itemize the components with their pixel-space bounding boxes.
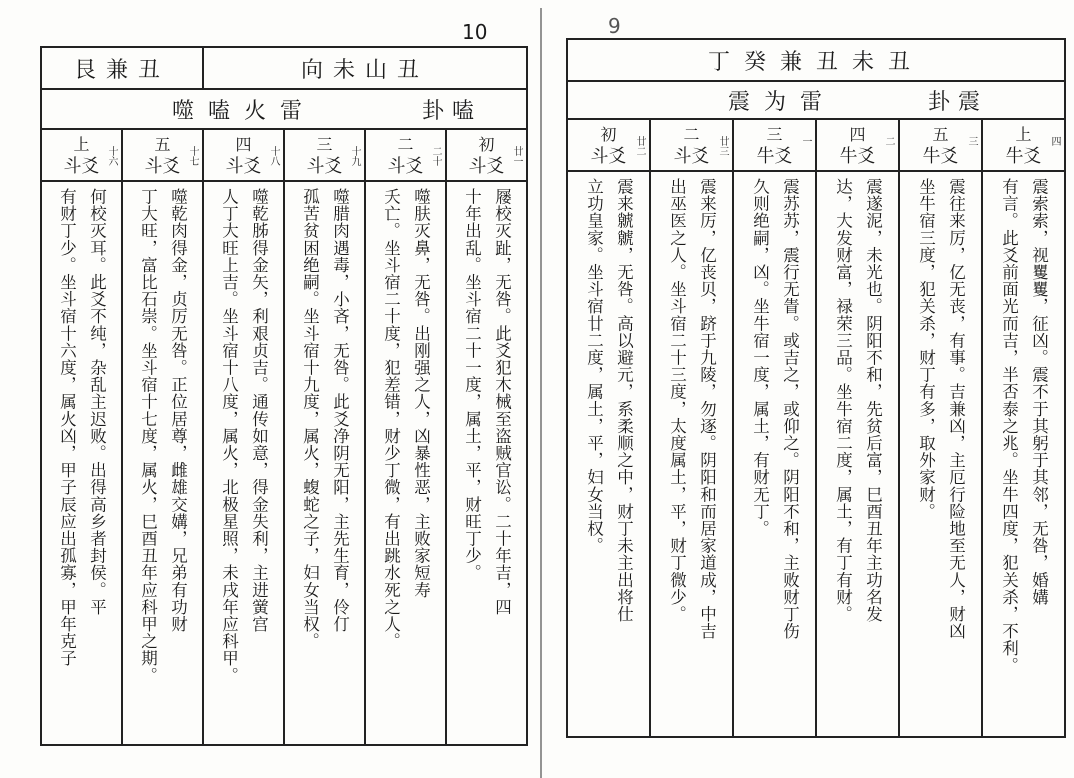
yao-number: 十八: [268, 146, 279, 166]
left-page: [40, 46, 528, 746]
yao-text-line: 震遂泥，未光也。阴阳不和，先贫后富，巳酉丑年主功名发: [863, 178, 883, 623]
yao-header: [568, 120, 649, 172]
yao-text-line: 孤苦贫困绝嗣。坐斗宿十九度，属火，蝮蛇之子，妇女当权。: [300, 188, 320, 650]
yao-text-line: 达，大发财富，禄荣三品。坐牛宿二度，属土，有丁有财。: [833, 178, 853, 623]
yao-text: [817, 178, 898, 732]
yao-text-line: 久则绝嗣，凶。坐牛宿一度，属土，有财无丁。: [750, 178, 770, 538]
yao-position: 四: [849, 125, 866, 144]
yao-column: [42, 130, 121, 744]
right-top-row: [568, 40, 1064, 82]
yao-position: 上: [1015, 125, 1032, 144]
left-title: 噬嗑火雷: [172, 98, 317, 124]
yao-header: [366, 130, 445, 182]
right-columns: [568, 120, 1064, 736]
yao-text-line: 噬乾胏得金矢，利艰贞吉。通传如意，得金失利，主进黉宫: [249, 188, 269, 633]
left-top-row: [42, 48, 526, 90]
yao-label: 斗爻: [306, 156, 343, 177]
left-top-right: 向未山丑: [202, 48, 526, 88]
left-gua: 卦嗑: [422, 98, 483, 124]
yao-text-line: 有财丁少。坐斗宿十六度，属火凶，甲子辰应出孤寡，甲年克子: [57, 188, 77, 667]
yao-text-line: 噬肤灭鼻，无咎。出刚强之人，凶暴性恶，主败家短寿: [411, 188, 431, 599]
yao-number: 十七: [187, 146, 198, 166]
yao-column: [121, 130, 202, 744]
yao-text: [42, 188, 121, 740]
page-number-right: 9: [608, 14, 621, 38]
yao-header: [204, 130, 283, 182]
yao-text-line: 丁大旺，富比石崇。坐斗宿十七度，属火，巳酉丑年应科甲之期。: [138, 188, 158, 684]
yao-text: [285, 188, 364, 740]
yao-number: 廿三: [717, 136, 728, 156]
yao-position: 五: [932, 125, 949, 144]
left-columns: [42, 130, 526, 744]
yao-number: 十九: [349, 146, 360, 166]
yao-text: [568, 178, 649, 732]
yao-column: [283, 130, 364, 744]
yao-text-line: 震苏苏，震行无眚。或吉之，或仰之。阴阳不和，主败财丁伤: [780, 178, 800, 640]
yao-column: [898, 120, 981, 736]
yao-header: [900, 120, 981, 172]
yao-header: [123, 130, 202, 182]
yao-label: 斗爻: [387, 156, 424, 177]
yao-text-line: 震来厉，亿丧贝，跻于九陵，勿逐。阴阳和而居家道成，中吉: [697, 178, 717, 640]
yao-text-line: 坐牛宿三度，犯关杀，财丁有多，取外家财。: [916, 178, 936, 520]
yao-text: [900, 178, 981, 732]
yao-label: 牛爻: [922, 146, 959, 167]
yao-position: 五: [154, 135, 171, 154]
yao-label: 斗爻: [225, 156, 262, 177]
yao-label: 斗爻: [673, 146, 710, 167]
yao-number: 廿二: [634, 136, 645, 156]
right-page: [566, 38, 1066, 738]
yao-text-line: 震往来厉，亿无丧，有事。吉兼凶，主厄行险地至无人，财凶: [946, 178, 966, 640]
yao-column: [732, 120, 815, 736]
yao-text: [447, 188, 526, 740]
left-title-row: [42, 90, 526, 130]
book-spine: [540, 8, 542, 778]
yao-header: [42, 130, 121, 182]
yao-position: 三: [316, 135, 333, 154]
yao-header: [817, 120, 898, 172]
yao-column: [568, 120, 649, 736]
yao-column: [815, 120, 898, 736]
yao-label: 斗爻: [468, 156, 505, 177]
yao-text: [123, 188, 202, 740]
yao-label: 牛爻: [756, 146, 793, 167]
yao-position: 三: [766, 125, 783, 144]
yao-column: [202, 130, 283, 744]
yao-label: 牛爻: [1005, 146, 1042, 167]
yao-number: 一: [800, 136, 811, 146]
yao-text-line: 震索索，视矍矍，征凶。震不于其躬于其邻，无咎，婚媾: [1029, 178, 1049, 606]
yao-number: 十六: [106, 146, 117, 166]
yao-position: 二: [683, 125, 700, 144]
yao-number: 二: [883, 136, 894, 146]
yao-number: 廿一: [511, 146, 522, 166]
yao-text: [366, 188, 445, 740]
yao-column: [445, 130, 526, 744]
yao-position: 初: [478, 135, 495, 154]
yao-text-line: 立功皇家。坐斗宿廿二度，属土，平，妇女当权。: [584, 178, 604, 555]
yao-text: [651, 178, 732, 732]
right-gua: 卦震: [928, 89, 989, 115]
yao-header: [447, 130, 526, 182]
yao-label: 斗爻: [63, 156, 100, 177]
yao-text-line: 有言。此爻前面光而吉，半否泰之兆。坐牛四度，犯关杀，不利。: [999, 178, 1019, 674]
yao-header: [285, 130, 364, 182]
yao-position: 二: [397, 135, 414, 154]
yao-label: 牛爻: [839, 146, 876, 167]
right-title: 震为雷: [728, 89, 837, 115]
yao-text-line: 噬腊肉遇毒，小吝，无咎。此爻净阴无阳，主先生育，伶仃: [330, 188, 350, 633]
page-number-left: 10: [462, 20, 488, 44]
yao-text-line: 出巫医之人。坐斗宿二十三度，太度属土，平，财丁微少。: [667, 178, 687, 623]
yao-column: [981, 120, 1064, 736]
yao-position: 四: [235, 135, 252, 154]
right-top-text: 丁癸兼丑未丑: [707, 49, 924, 75]
left-top-left: 艮兼丑: [73, 57, 170, 83]
yao-text: [983, 178, 1064, 732]
yao-position: 上: [73, 135, 90, 154]
yao-column: [364, 130, 445, 744]
yao-column: [649, 120, 732, 736]
yao-text-line: 夭亡。坐斗宿二十度，犯差错，财少丁微，有出跳水死之人。: [381, 188, 401, 650]
yao-text-line: 十年出乱。坐斗宿二十一度，属土，平，财旺丁少。: [462, 188, 482, 582]
right-title-row: [568, 82, 1064, 120]
yao-position: 初: [600, 125, 617, 144]
yao-text-line: 何校灭耳。此爻不纯，杂乱主迟败。出得高乡者封侯。平: [87, 188, 107, 616]
yao-text-line: 噬乾肉得金，贞厉无咎。正位居尊，雌雄交媾，兄弟有功财: [168, 188, 188, 633]
yao-header: [651, 120, 732, 172]
yao-label: 斗爻: [144, 156, 181, 177]
yao-header: [734, 120, 815, 172]
yao-number: 三: [966, 136, 977, 146]
yao-text-line: 人丁大旺上吉。坐斗宿十八度，属火，北极星照，未戌年应科甲。: [219, 188, 239, 684]
yao-text: [734, 178, 815, 732]
yao-number: 二十: [430, 146, 441, 166]
yao-text-line: 屦校灭趾，无咎。此爻犯木械至盗贼官讼。二十年吉，四: [492, 188, 512, 616]
yao-text: [204, 188, 283, 740]
yao-header: [983, 120, 1064, 172]
yao-label: 斗爻: [590, 146, 627, 167]
yao-number: 四: [1049, 136, 1060, 146]
yao-text-line: 震来虩虩，无咎。高以避元，系柔顺之中，财丁未主出将仕: [614, 178, 634, 623]
